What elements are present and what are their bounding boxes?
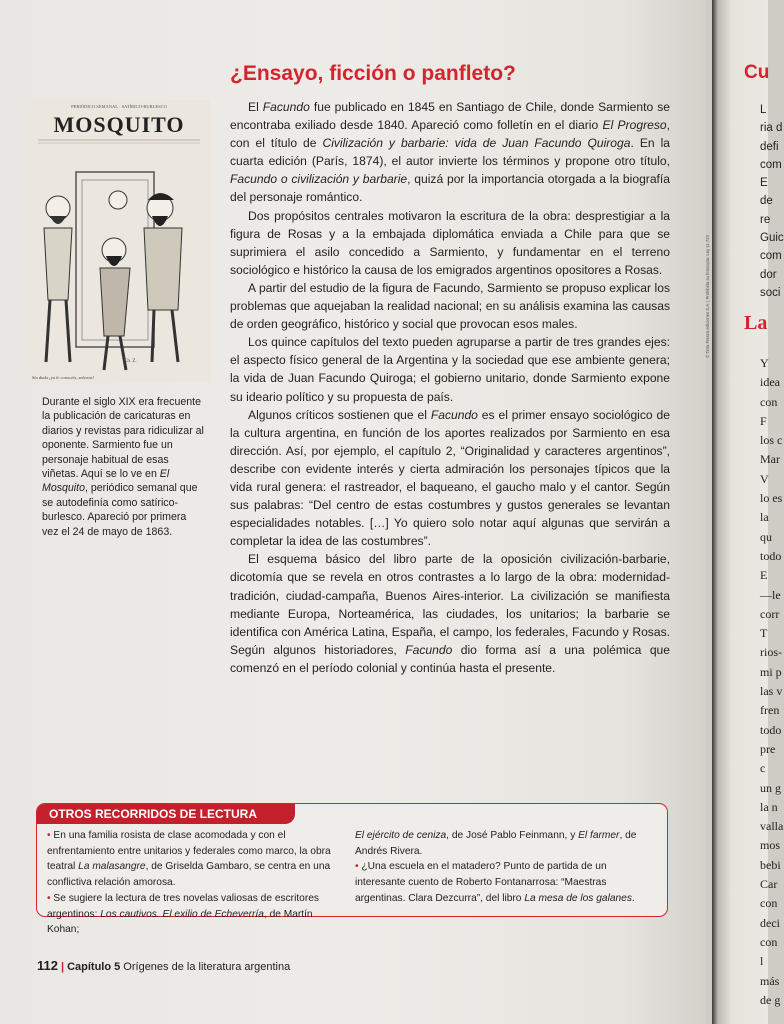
right-page-line: con: [760, 896, 778, 911]
page-number: 112: [37, 958, 58, 973]
right-page-line: E: [760, 177, 768, 190]
recorridos-title: OTROS RECORRIDOS DE LECTURA: [49, 807, 258, 821]
otros-recorridos-box: [36, 803, 668, 936]
recorridos-header: [37, 804, 295, 824]
paragraph-6: El esquema básico del libro parte de la oposición civilización-barbarie, dicotomía que se revela en otros contrastes a lo largo de la obra: modernidad-tradición, ciudad-campaña, Buenos Aires-interior. La civilización se manifiesta mediante Europa, Norteamérica, las ciudades, los unitarios; la barbarie se identifica con América Latina, España, el campo, los federales, Facundo y Rosas. Según algunos historiadores, Facundo dio forma así a una polémica que comenzó en el período colonial y continúa hasta el presente.: [230, 552, 671, 675]
right-page-line: los c: [760, 433, 783, 448]
right-page-line: rios-: [760, 645, 782, 660]
right-page-line: la n: [760, 799, 778, 814]
cartoon-header-small: PERIÓDICO SEMANAL · SATÍRICO-BURLESCO: [71, 104, 167, 109]
right-page-line: T: [760, 626, 768, 641]
right-page-line: ria d: [760, 122, 783, 135]
right-page-line: pre c: [760, 741, 776, 776]
right-page-line: Car: [760, 877, 778, 892]
right-page-edge: [712, 0, 784, 1024]
right-page-line: L: [760, 104, 767, 116]
chapter-label: Capítulo 5: [67, 961, 121, 973]
right-page-line: de re: [760, 195, 773, 226]
right-page-line: un g: [760, 780, 781, 795]
right-page-line: de g: [760, 992, 781, 1007]
page-footer: [37, 958, 290, 973]
right-page-line: deci: [760, 915, 780, 930]
right-page-line: todo: [760, 548, 782, 563]
cartoon-signature: Ch. Z.: [124, 359, 137, 364]
right-page-line: defi: [760, 140, 779, 153]
cartoon-bottom-caption: Sin duda ¡ya le conocéis, señoras!: [32, 375, 94, 380]
page-title: ¿Ensayo, ficción o panfleto?: [230, 62, 516, 85]
right-page-line: E: [760, 568, 768, 583]
right-page-line: fren: [760, 703, 780, 718]
image-caption: Durante el siglo XIX era frecuente la publicación de caricaturas en diarios y revistas para ridiculizar al oponente. Sarmiento fue un personaje habitual de esas viñetas. Aquí se lo ve en El Mosquito, periódico semanal que se autodefinía como satírico-burlesco. Apareció por primera vez el 24 de mayo de 1863.: [42, 396, 204, 538]
right-page-line: las v: [760, 684, 783, 699]
right-page-line: idea: [760, 375, 780, 390]
paragraph-4: Los quince capítulos del texto pueden agruparse a partir de tres grandes ejes: el aspecto físico general de la Argentina y la sociedad que ese ambiente genera; la vida de Juan Facundo Quiroga; el gobierno unitario, donde Sarmiento expone su ideario político y su propuesta de país.: [230, 335, 670, 404]
right-page-line: bebi: [760, 857, 781, 872]
right-lines-2: [760, 354, 783, 1010]
paragraph-2: Dos propósitos centrales motivaron la escritura de la obra: desprestigiar a la figura de Rosas y a la embajada diplomática enviada a Chile para que se suprimiera el asilo concedido a Sarmiento, y fundamentar en el terreno sociológico e histórico la causa de los emigrados argentinos opositores a Rosas.: [230, 208, 670, 277]
right-page-line: valla: [760, 819, 784, 834]
right-lines-1: [760, 101, 784, 302]
right-page-line: todo: [760, 722, 782, 737]
right-page-line: la qu: [760, 510, 772, 544]
right-page-line: mi p: [760, 664, 782, 679]
right-page-line: mos: [760, 838, 781, 853]
right-page-line: con: [760, 934, 778, 949]
right-page-line: soci: [760, 286, 781, 299]
recorridos-item-1: • En una familia rosista de clase acomodada y con el enfrentamiento entre unitarios y federales como marco, la obra teatral La malasangre, de Griselda Gambaro, se centra en una conflictiva relación amorosa.: [47, 830, 331, 889]
right-page-line: V: [760, 471, 769, 486]
right-page-line: com: [760, 158, 782, 171]
footer-divider: |: [60, 961, 65, 973]
paragraph-3: A partir del estudio de la figura de Facundo, Sarmiento se propuso explicar los problemas que aquejaban la realidad nacional; en su análisis examina las causas de orden geográfico, histórico y social que provocan esos males.: [230, 280, 670, 332]
right-page-line: Guic: [760, 232, 784, 245]
chapter-title: Orígenes de la literatura argentina: [123, 961, 291, 973]
right-page-line: con: [760, 394, 778, 409]
cartoon-masthead: MOSQUITO: [53, 112, 185, 137]
body-text: [230, 98, 670, 677]
right-page-line: corr: [760, 606, 780, 621]
right-page-line: dor: [760, 268, 777, 281]
right-page-line: más: [760, 973, 780, 988]
paragraph-5: Algunos críticos sostienen que el Facundo es el primer ensayo sociológico de la cultura argentina, en función de los aportes realizados por Sarmiento en esa dirección. Así, por ejemplo, el capítulo 2, “Originalidad y caracteres argentinos”, describe con evidente interés y cierta admiración los personajes típicos que la vida rural genera: el rastreador, el baqueano, el gaucho malo y el cantor. Según sus palabras: “Del centro de estas costumbres y gustos generales se levantan especialidades notables. […] Yo quiero solo notar aquí algunas que servirán a completar la idea de las costumbres”.: [230, 407, 670, 549]
recorridos-item-2-cont: El ejército de ceniza, de José Pablo Feinmann, y El farmer, de Andrés Rivera.: [355, 830, 637, 857]
right-page-line: Y: [760, 356, 769, 370]
right-page-line: l: [760, 954, 764, 969]
mosquito-cartoon-image: [28, 100, 210, 382]
recorridos-left-column: [47, 828, 343, 938]
right-page-line: —le: [760, 587, 781, 602]
recorridos-item-2: • Se sugiere la lectura de tres novelas valiosas de escritores argentinos: Los cautivos. El exilio de Echeverría, de Martín Kohan;: [47, 892, 319, 936]
right-page-line: F: [760, 413, 767, 428]
right-page-line: com: [760, 250, 782, 263]
right-heading-2: La: [744, 312, 768, 334]
paragraph-1: El Facundo fue publicado en 1845 en Santiago de Chile, donde Sarmiento se encontraba exiliado desde 1840. Apareció como folletín en el diario El Progreso, con el título de Civilización y barbarie: vida de Juan Facundo Quiroga. En la cuarta edición (París, 1874), el autor invierte los términos y propone otro título, Facundo o civilización y barbarie, quizá por la importancia otorgada a la biografía del personaje romántico.: [230, 100, 671, 205]
right-page-line: lo es: [760, 491, 783, 506]
cartoon-illustration: [28, 100, 210, 382]
right-heading-1: Cu: [744, 62, 770, 83]
copyright-text: © Tinta Fresca ediciones S.A. | Prohibida su fotocopia. Ley 11.723: [705, 235, 710, 358]
recorridos-right-column: [355, 828, 655, 907]
right-page-line: Mar: [760, 452, 780, 467]
recorridos-item-3: • ¿Una escuela en el matadero? Punto de partida de un interesante cuento de Roberto Fontanarrosa: “Maestras argentinas. Clara Dezcurra”, del libro La mesa de los galanes.: [355, 861, 635, 904]
